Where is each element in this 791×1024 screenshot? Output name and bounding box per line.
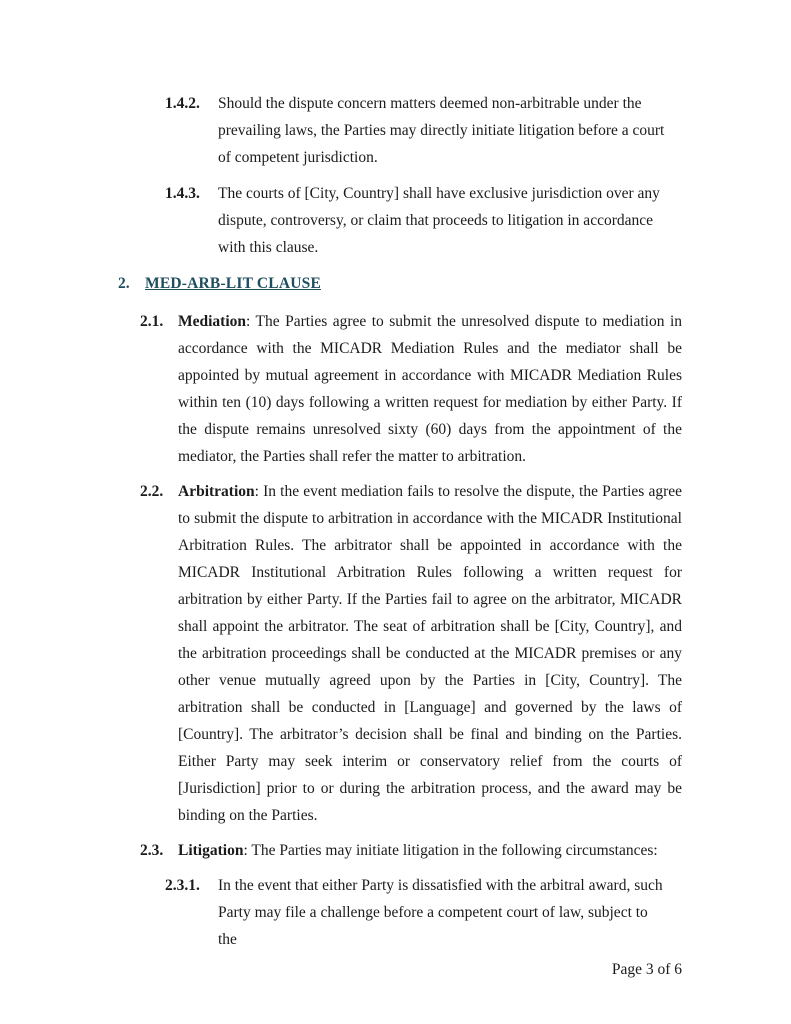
clause-item-2-1 xyxy=(140,308,682,470)
clause-item-2-3-1 xyxy=(165,872,682,953)
clause-text: The courts of [City, Country] shall have exclusive jurisdiction over any dispute, controversy, or claim that proceeds to litigation in accordance with this clause. xyxy=(218,185,660,256)
page-number-footer: Page 3 of 6 xyxy=(611,961,682,978)
clause-number: 2.1. xyxy=(140,313,164,330)
clause-item-2-2 xyxy=(140,478,682,829)
clause-body-text: : The Parties may initiate litigation in the following circumstances: xyxy=(243,842,658,859)
clause-number: 2.3. xyxy=(140,842,164,859)
clause-text: Should the dispute concern matters deemed non-arbitrable under the prevailing laws, the Parties may directly initiate litigation before a court of competent jurisdiction. xyxy=(218,95,665,166)
section-title: MED-ARB-LIT CLAUSE xyxy=(145,275,321,292)
clause-body-text: : In the event mediation fails to resolve the dispute, the Parties agree to submit the dispute to arbitration in accordance with the MICADR Institutional Arbitration Rules. The arbitrator shall be appointed in accordance with the MICADR Institutional Arbitration Rules following a written request for arbitration by either Party. If the Parties fail to agree on the arbitrator, MICADR shall appoint the arbitrator. The seat of arbitration shall be [City, Country], and the arbitration proceedings shall be conducted at the MICADR premises or any other venue mutually agreed upon by the Parties in [City, Country]. The arbitration shall be conducted in [Language] and governed by the laws of [Country]. The arbitrator’s decision shall be final and binding on the Parties. Either Party may seek interim or conservatory relief from the courts of [Jurisdiction] prior to or during the arbitration process, and the award may be binding on the Parties. xyxy=(178,483,682,824)
clause-item-1-4-2 xyxy=(165,90,682,171)
clause-text: In the event that either Party is dissatisfied with the arbitral award, such Party may file a challenge before a competent court of law, subject to the xyxy=(218,877,663,948)
clause-text xyxy=(178,308,682,470)
clause-body-text: : The Parties agree to submit the unresolved dispute to mediation in accordance with the MICADR Mediation Rules and the mediator shall be appointed by mutual agreement in accordance with MICADR Mediation Rules within ten (10) days following a written request for mediation by either Party. If the dispute remains unresolved sixty (60) days from the appointment of the mediator, the Parties shall refer the matter to arbitration. xyxy=(178,313,682,465)
clause-lead-word: Litigation xyxy=(178,842,244,859)
clause-text xyxy=(178,478,682,829)
clause-text xyxy=(178,837,682,864)
clause-number: 2.2. xyxy=(140,483,164,500)
clause-number: 1.4.2. xyxy=(165,95,200,112)
clause-number: 2.3.1. xyxy=(165,877,200,894)
clause-item-1-4-3 xyxy=(165,180,682,261)
clause-number: 1.4.3. xyxy=(165,185,200,202)
section-number: 2. xyxy=(118,275,130,292)
clause-item-2-3 xyxy=(140,837,682,864)
section-heading xyxy=(118,270,682,297)
clause-lead-word: Arbitration xyxy=(178,483,255,500)
clause-lead-word: Mediation xyxy=(178,313,247,330)
